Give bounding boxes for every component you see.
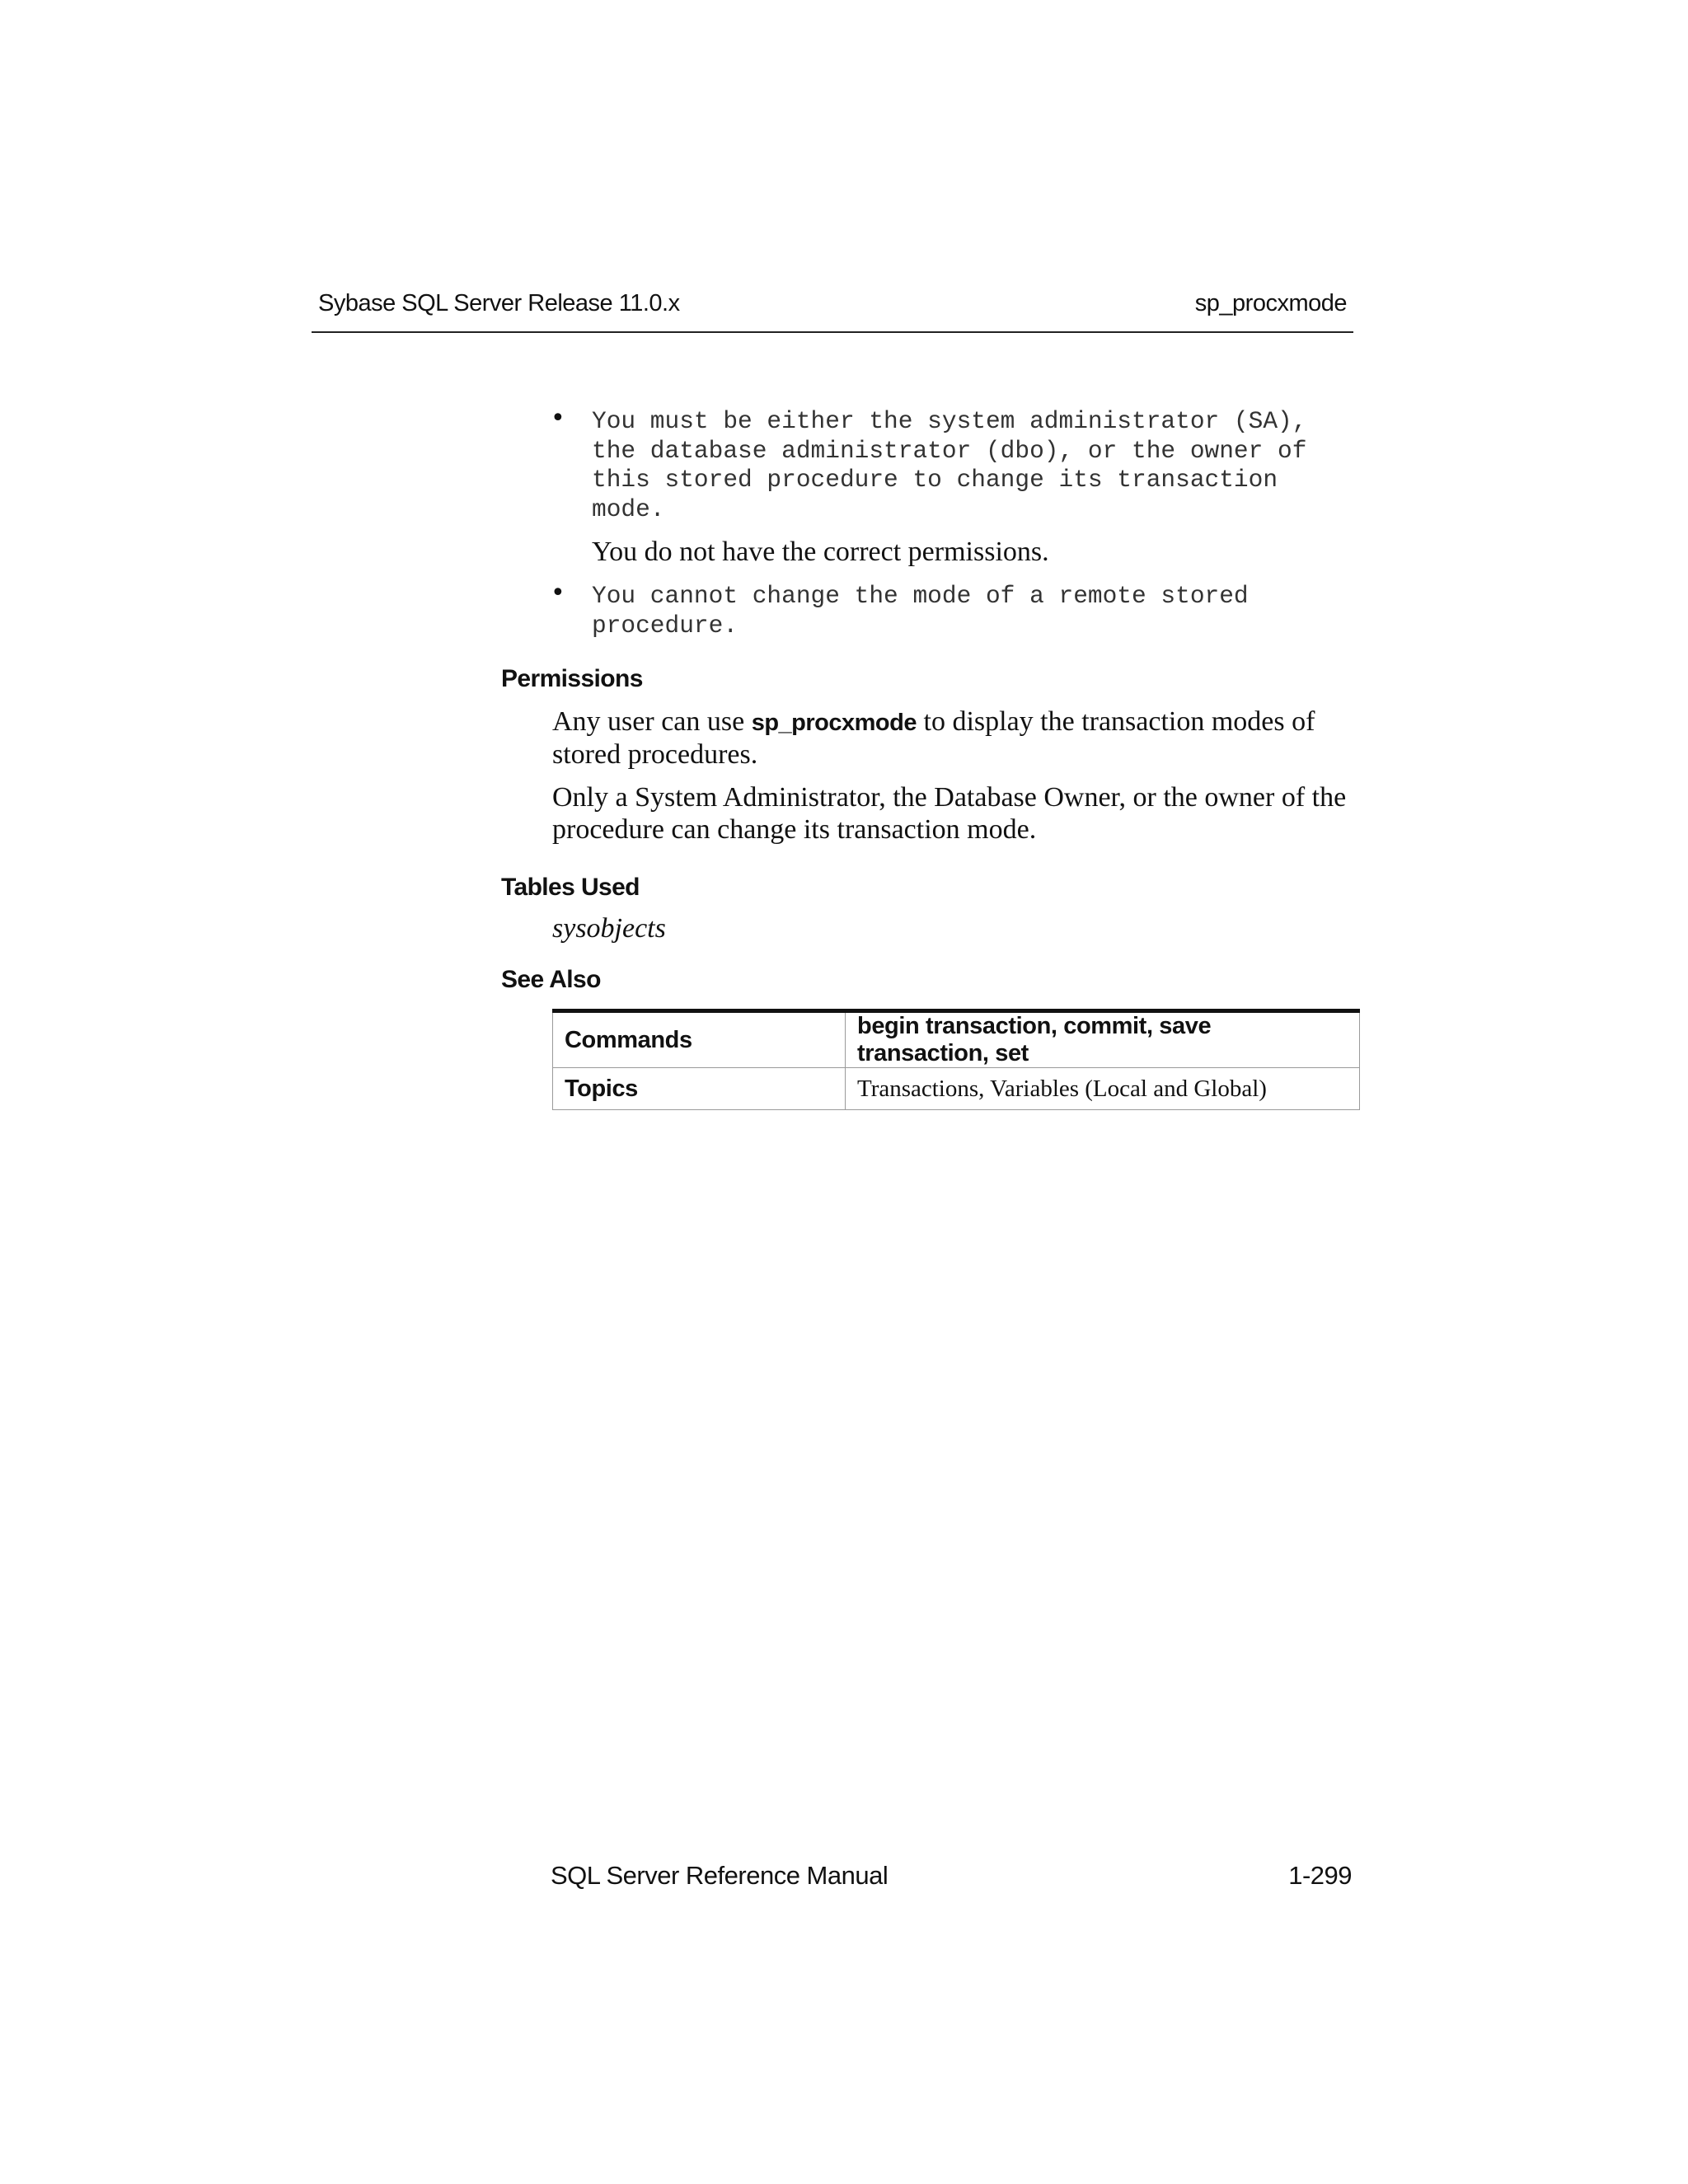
error-message-item: [551, 404, 1358, 569]
error-message-list: [501, 404, 1358, 640]
error-message-item: [551, 579, 1358, 640]
error-message-text: You must be either the system administrator (SA), the database administrator (dbo), or the owner of this stored procedure to change its transaction mode.: [592, 407, 1307, 523]
footer-manual-title: SQL Server Reference Manual: [551, 1861, 889, 1890]
page-content: [501, 404, 1358, 1110]
tables-used-section: [501, 874, 1358, 944]
error-message-text: You cannot change the mode of a remote stored procedure.: [592, 582, 1249, 640]
header-procedure-name: sp_procxmode: [1194, 290, 1347, 316]
permissions-paragraph-owner: Only a System Administrator, the Database Owner, or the owner of the procedure can change its transaction mode.: [552, 782, 1347, 845]
see-also-section: [501, 966, 1358, 1110]
see-also-commands-link[interactable]: begin transaction, commit, save transaction, set: [846, 1011, 1360, 1068]
header-manual-release: Sybase SQL Server Release 11.0.x: [318, 290, 680, 316]
see-also-row-label: Topics: [553, 1068, 846, 1110]
bullet-icon: •: [551, 579, 565, 607]
permissions-paragraph: [552, 706, 1358, 771]
table-row: [553, 1068, 1360, 1110]
permissions-text-suffix: to display the transaction modes of stored procedures.: [552, 706, 1315, 770]
permissions-text-prefix: Any user can use: [552, 706, 752, 737]
see-also-topics-link[interactable]: Transactions, Variables (Local and Global): [846, 1068, 1360, 1110]
bullet-icon: •: [551, 404, 565, 433]
see-also-row-label: Commands: [553, 1011, 846, 1068]
running-header: [312, 288, 1353, 333]
table-row: [553, 1011, 1360, 1068]
see-also-heading: See Also: [501, 966, 601, 993]
procedure-name-inline: sp_procxmode: [751, 710, 917, 736]
see-also-table: [552, 1009, 1360, 1110]
permissions-section: [501, 665, 1358, 846]
table-name: sysobjects: [552, 913, 666, 944]
tables-used-heading: Tables Used: [501, 874, 640, 901]
permissions-heading: Permissions: [501, 665, 643, 692]
error-explanation: You do not have the correct permissions.: [592, 537, 1049, 567]
page-number: 1-299: [1288, 1861, 1352, 1890]
